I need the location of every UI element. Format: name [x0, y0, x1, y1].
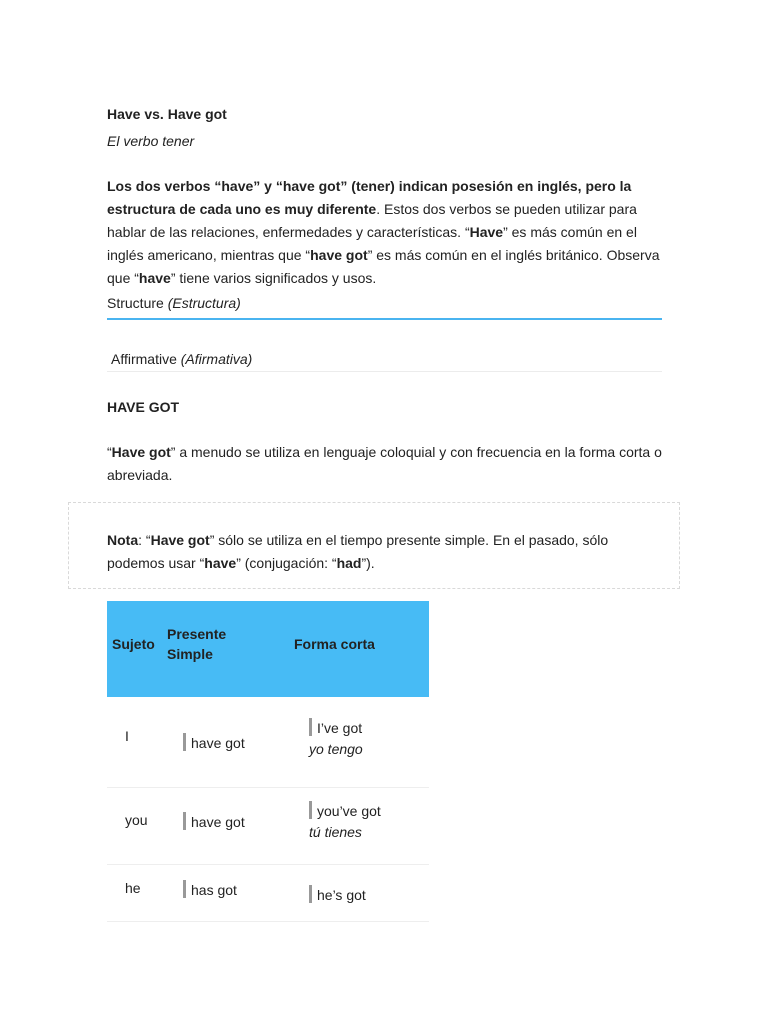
table-row	[107, 865, 429, 922]
para-quote: “	[107, 444, 112, 460]
cell-short	[309, 801, 381, 843]
structure-heading	[107, 295, 241, 311]
structure-label-es: (Estructura)	[167, 295, 241, 311]
table-header-row	[107, 601, 429, 697]
cell-present	[183, 733, 245, 751]
header-present: Presente Simple	[167, 626, 227, 662]
cell-short-text: I’ve got	[317, 720, 363, 736]
note-t4: ”).	[361, 555, 375, 571]
cell-present	[183, 812, 245, 830]
note-label: Nota	[107, 532, 139, 548]
page-title: Have vs. Have got	[107, 106, 227, 122]
cell-present-text: has got	[191, 882, 237, 898]
cell-translation: tú tienes	[309, 824, 362, 840]
header-subject: Sujeto	[112, 636, 155, 652]
cell-present-text: have got	[191, 814, 245, 830]
cell-translation: yo tengo	[309, 741, 363, 757]
intro-text-3: ” es más común en el inglés británico. Observa que “	[107, 247, 660, 286]
cell-marker	[183, 733, 186, 751]
cell-subject: he	[125, 880, 141, 896]
have-got-paragraph	[107, 441, 667, 487]
para-text: ” a menudo se utiliza en lenguaje coloquial y con frecuencia en la forma corta o abreviada.	[107, 444, 662, 483]
accent-divider	[107, 318, 662, 320]
intro-bold-1: Los dos verbos “have” y “have got” (tener) indican posesión en inglés, pero la estructura de cada uno es muy diferente	[107, 178, 632, 217]
note-text	[107, 529, 667, 575]
table-row	[107, 788, 429, 865]
section-heading: HAVE GOT	[107, 399, 180, 415]
cell-marker	[183, 812, 186, 830]
cell-short-text: he’s got	[317, 887, 366, 903]
page-subtitle: El verbo tener	[107, 133, 195, 149]
intro-text-1: . Estos dos verbos se pueden utilizar para hablar de las relaciones, enfermedades y características. “	[107, 201, 637, 240]
cell-marker	[309, 718, 312, 736]
cell-short	[309, 885, 366, 903]
intro-paragraph	[107, 175, 667, 290]
conjugation-table	[107, 601, 429, 922]
header-short: Forma corta	[294, 636, 375, 652]
intro-text-4: ” tiene varios significados y usos.	[170, 270, 377, 286]
cell-present	[183, 880, 237, 898]
cell-present-text: have got	[191, 735, 245, 751]
note-t2: ” sólo se utiliza en el tiempo presente simple. En el pasado, sólo podemos usar “	[107, 532, 609, 571]
cell-marker	[309, 885, 312, 903]
note-t1: : “	[138, 532, 151, 548]
divider	[107, 371, 662, 372]
intro-text-2: ” es más común en el inglés americano, mientras que “	[107, 224, 637, 263]
para-bold: Have got	[111, 444, 171, 460]
affirmative-heading	[111, 351, 252, 367]
affirmative-label-es: (Afirmativa)	[180, 351, 253, 367]
cell-marker	[309, 801, 312, 819]
note-b3: had	[336, 555, 362, 571]
note-t3: ” (conjugación: “	[236, 555, 337, 571]
note-b2: have	[204, 555, 237, 571]
intro-bold-4: have	[138, 270, 171, 286]
note-b1: Have got	[150, 532, 210, 548]
cell-subject: I	[125, 728, 129, 744]
affirmative-label: Affirmative	[111, 351, 181, 367]
cell-short	[309, 718, 363, 760]
cell-short-text: you’ve got	[317, 803, 381, 819]
intro-bold-3: have got	[310, 247, 368, 263]
cell-marker	[183, 880, 186, 898]
intro-bold-2: Have	[469, 224, 504, 240]
table-row	[107, 697, 429, 788]
cell-subject: you	[125, 812, 148, 828]
structure-label: Structure	[107, 295, 168, 311]
